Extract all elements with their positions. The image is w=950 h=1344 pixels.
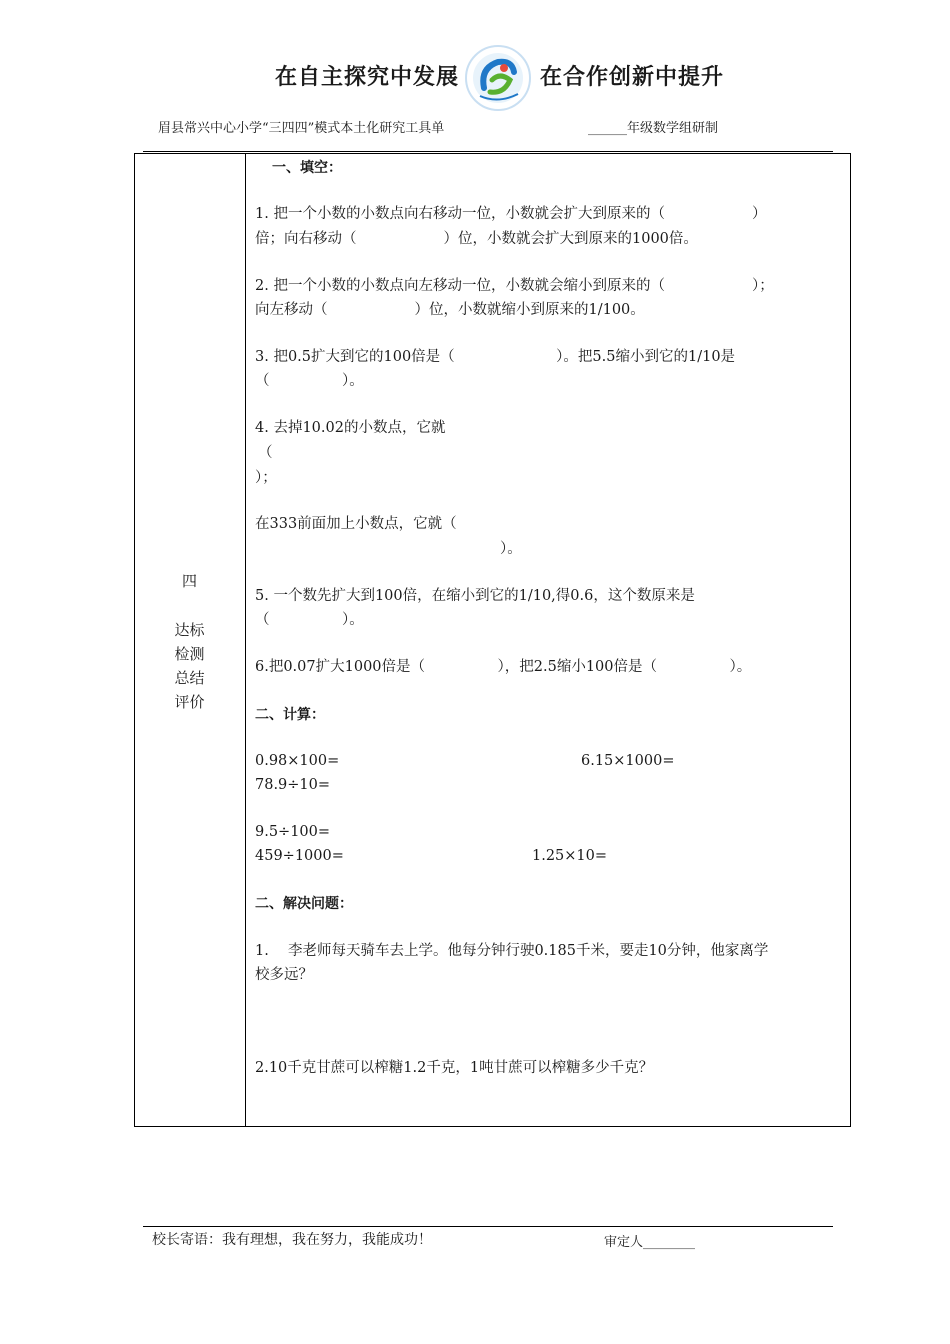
header-divider [143, 151, 833, 152]
section-label-1: 达标 [174, 621, 205, 639]
problem-1-line-2: 校多远？ [255, 967, 313, 983]
reviewer-field: 审定人________ [604, 1235, 696, 1250]
question-4-line-3: ）； [255, 470, 277, 486]
section-fill-blank-title: 一、填空： [272, 160, 342, 176]
calc-item-3: 78.9÷10= [255, 777, 331, 793]
group-label: ______年级数学组研制 [588, 121, 719, 136]
school-logo-icon [464, 44, 532, 112]
question-2-line-1: 2. 把一个小数的小数点向左移动一位，小数就会缩小到原来的（ ）； [255, 278, 774, 294]
calc-item-5: 459÷1000= [255, 848, 344, 864]
principal-motto: 校长寄语：我有理想，我在努力，我能成功！ [152, 1232, 432, 1248]
question-4-line-4: 在333前面加上小数点，它就（ [255, 516, 457, 532]
section-number: 四 [181, 572, 197, 590]
question-3-line-1: 3. 把0.5扩大到它的100倍是（ ）。把5.5缩小到它的1/10是 [255, 349, 736, 365]
question-5-line-1: 5. 一个数先扩大到100倍，在缩小到它的1/10,得0.6，这个数原来是 [255, 588, 695, 604]
calc-item-1: 0.98×100= [255, 753, 340, 769]
calc-item-6: 1.25×10= [532, 848, 608, 864]
title-right: 在合作创新中提升 [540, 65, 725, 90]
subtitle: 眉县常兴中心小学“三四四”模式本土化研究工具单 [158, 121, 445, 136]
question-6: 6.把0.07扩大1000倍是（ ），把2.5缩小100倍是（ ）。 [255, 659, 752, 675]
section-label-4: 评价 [174, 693, 205, 711]
section-label-2: 检测 [174, 645, 205, 663]
section-label-3: 总结 [174, 669, 205, 687]
title-left: 在自主探究中发展 [275, 65, 460, 90]
question-4-line-5: ）。 [500, 541, 522, 557]
question-4-line-2: （ [258, 445, 273, 461]
question-3-line-2: （ ）。 [255, 373, 364, 389]
problem-1-line-1: 1. 李老师每天骑车去上学。他每分钟行驶0.185千米，要走10分钟，他家离学 [255, 943, 769, 959]
calc-item-4: 9.5÷100= [255, 824, 331, 840]
footer-divider [143, 1226, 833, 1227]
question-2-line-2: 向左移动（ ）位，小数就缩小到原来的1/100。 [255, 302, 645, 318]
problem-2: 2.10千克甘蔗可以榨糖1.2千克，1吨甘蔗可以榨糖多少千克？ [255, 1060, 654, 1076]
calc-item-2: 6.15×1000= [581, 753, 675, 769]
section-calc-title: 二、计算： [255, 707, 325, 723]
question-1-line-2: 倍；向右移动（ ）位，小数就会扩大到原来的1000倍。 [255, 231, 698, 247]
question-5-line-2: （ ）。 [255, 612, 364, 628]
column-divider [245, 153, 246, 1127]
question-1-line-1: 1. 把一个小数的小数点向右移动一位，小数就会扩大到原来的（ ） [255, 206, 767, 222]
question-4-line-1: 4. 去掉10.02的小数点，它就 [255, 420, 446, 436]
section-problems-title: 二、解决问题： [255, 896, 353, 912]
